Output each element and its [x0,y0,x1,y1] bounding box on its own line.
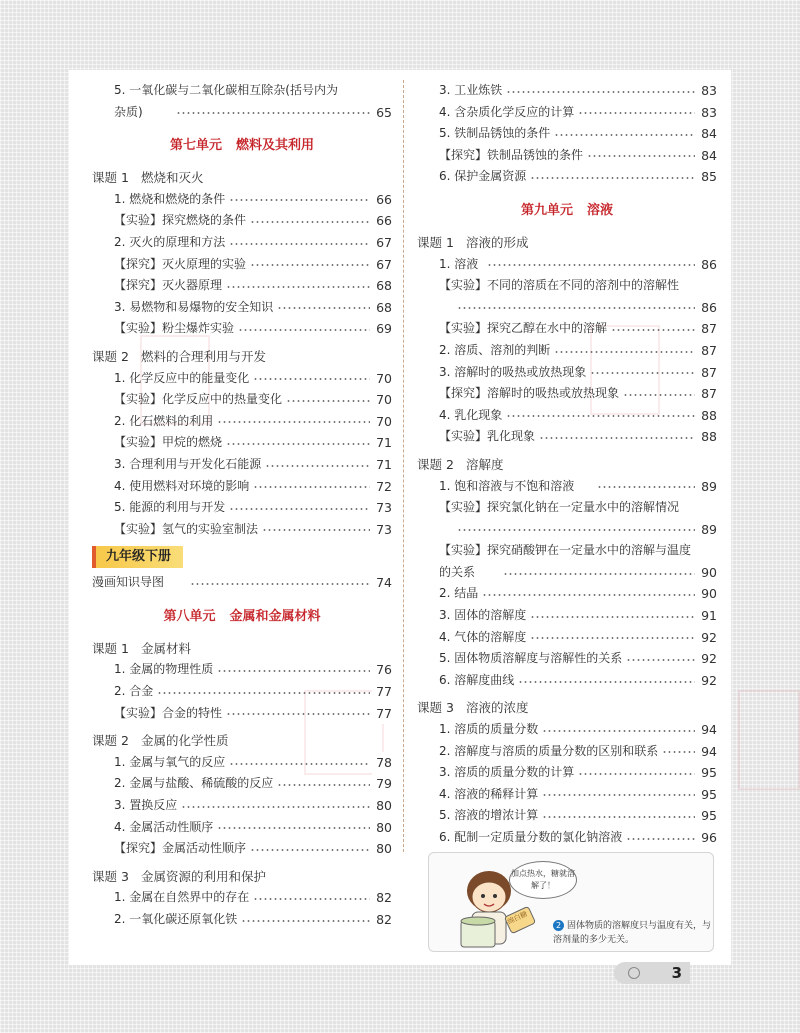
entry-title: 5. 一氧化碳与二氧化碳相互除杂(括号内为 [114,83,338,97]
entry-title: 4. 使用燃料对环境的影响 [114,478,250,493]
entry-page-number: 95 [697,805,717,827]
toc-entry[interactable] [92,519,392,541]
lesson-heading: 课题 2 金属的化学性质 [92,733,229,749]
toc-entry[interactable] [417,605,717,627]
toc-entry[interactable] [417,318,717,340]
toc-entry[interactable] [92,572,392,594]
toc-entry[interactable] [92,752,392,774]
lesson-heading: 课题 2 燃料的合理利用与开发 [92,348,266,364]
entry-title: 【探究】金属活动性顺序 [114,841,247,856]
leader-dots [250,210,370,232]
toc-entry[interactable] [92,909,392,931]
entry-title: 3. 工业炼铁 [439,83,503,97]
toc-entry[interactable] [417,145,717,167]
toc-entry[interactable] [417,405,717,427]
toc-entry-continued[interactable] [417,519,717,541]
leader-dots [229,189,370,211]
entry-title: 5. 能源的利用与开发 [114,500,226,515]
jar-label: 绵白糖 [506,909,529,927]
entry-page-number: 79 [372,773,392,795]
toc-entry[interactable] [92,817,392,839]
leader-dots [506,80,695,102]
page-number: 3 [671,964,682,982]
entry-title: 【实验】粉尘爆炸实验 [114,321,235,336]
entry-title: 杂质) [114,104,143,119]
entry-title: 2. 灭火的原理和方法 [114,234,226,249]
toc-entry[interactable] [417,540,717,562]
entry-page-number: 92 [697,627,717,649]
entry-page-number: 94 [697,741,717,763]
leader-dots [578,102,695,124]
speech-bubble: 加点热水，糖就溶解了！ [509,861,577,899]
entry-title: 3. 置换反应 [114,798,178,813]
entry-page-number: 82 [372,909,392,931]
entry-title: 【实验】探究氯化钠在一定量水中的溶解情况 [439,500,680,515]
toc-entry[interactable] [417,627,717,649]
entry-title: 6. 保护金属资源 [439,169,527,184]
leader-dots [554,340,695,362]
entry-title: 1. 化学反应中的能量变化 [114,370,250,385]
toc-entry[interactable] [92,497,392,519]
entry-title: 1. 溶质的质量分数 [439,722,539,737]
entry-page-number: 70 [372,389,392,411]
entry-title: 【探究】灭火原理的实验 [114,256,247,271]
toc-entry-continued[interactable] [417,562,717,584]
toc-entry[interactable] [92,659,392,681]
toc-entry[interactable] [417,383,717,405]
entry-page-number: 66 [372,210,392,232]
entry-page-number: 92 [697,670,717,692]
entry-page-number: 70 [372,411,392,433]
leader-dots [542,719,695,741]
entry-title: 6. 配制一定质量分数的氯化钠溶液 [439,830,623,844]
leader-dots [277,773,370,795]
entry-page-number: 73 [372,497,392,519]
leader-dots [253,476,370,498]
toc-entry[interactable] [417,497,717,519]
leader-dots [626,827,695,849]
toc-entry[interactable] [417,583,717,605]
entry-page-number: 87 [697,340,717,362]
entry-page-number: 67 [372,254,392,276]
toc-entry[interactable] [92,275,392,297]
entry-title: 【探究】灭火器原理 [114,278,223,293]
unit-heading: 第九单元 溶液 [520,202,614,218]
leader-dots [530,166,695,188]
cartoon-illustration [428,852,714,952]
entry-title: 3. 合理利用与开发化石能源 [114,456,262,471]
leader-dots [265,454,370,476]
unit-heading: 第七单元 燃料及其利用 [169,138,315,154]
leader-dots [229,232,370,254]
toc-entry[interactable] [417,648,717,670]
note-number: 2 [553,920,564,931]
entry-page-number: 85 [697,166,717,188]
toc-entry[interactable] [417,805,717,827]
entry-page-number: 80 [372,795,392,817]
toc-left-column [92,80,392,931]
entry-page-number: 86 [697,297,717,319]
toc-entry[interactable] [417,741,717,763]
entry-title: 的关系 [439,564,476,579]
lesson-heading: 课题 1 燃烧和灭火 [92,170,204,186]
leader-dots [539,426,695,448]
leader-dots [590,362,695,384]
toc-entry[interactable] [417,123,717,145]
entry-page-number: 76 [372,659,392,681]
entry-title: 2. 溶解度与溶质的质量分数的区别和联系 [439,743,659,758]
leader-dots [662,741,695,763]
entry-title: 【实验】氢气的实验室制法 [114,521,259,536]
entry-page-number: 65 [372,102,392,124]
entry-page-number: 77 [372,703,392,725]
note-text: 固体物质的溶解度只与温度有关，与溶剂量的多少无关。 [553,921,712,945]
toc-entry[interactable] [92,887,392,909]
entry-page-number: 71 [372,454,392,476]
toc-entry[interactable] [92,838,392,860]
entry-page-number: 88 [697,405,717,427]
entry-title: 【探究】铁制品锈蚀的条件 [439,147,584,162]
entry-page-number: 80 [372,817,392,839]
entry-title: 2. 结晶 [439,586,479,601]
entry-page-number: 90 [697,583,717,605]
entry-page-number: 87 [697,362,717,384]
leader-dots [506,405,695,427]
leader-dots [229,497,370,519]
leader-dots [623,383,695,405]
toc-entry[interactable] [417,719,717,741]
entry-title: 4. 乳化现象 [439,407,503,422]
leader-dots [530,605,695,627]
leader-dots [250,838,370,860]
toc-entry[interactable] [92,411,392,433]
entry-title: 3. 固体的溶解度 [439,608,527,623]
leader-dots [226,432,370,454]
entry-page-number: 89 [697,519,717,541]
entry-title: 【实验】甲烷的燃烧 [114,435,223,450]
entry-page-number: 87 [697,318,717,340]
toc-entry[interactable] [92,232,392,254]
toc-entry-continued[interactable] [92,102,392,124]
leader-dots [482,583,695,605]
toc-entry[interactable] [417,670,717,692]
entry-title: 2. 溶质、溶剂的判断 [439,342,551,357]
entry-page-number: 67 [372,232,392,254]
leader-dots [238,318,370,340]
entry-page-number: 83 [697,80,717,102]
lesson-heading: 课题 3 金属资源的利用和保护 [92,868,266,884]
toc-entry[interactable] [92,389,392,411]
entry-page-number: 91 [697,605,717,627]
entry-title: 【探究】溶解时的吸热或放热现象 [439,386,620,401]
toc-entry[interactable] [417,476,717,498]
tip-note [553,919,711,947]
leader-dots [587,145,695,167]
toc-entry[interactable] [92,297,392,319]
toc-right-column [417,80,717,849]
entry-title: 4. 含杂质化学反应的计算 [439,104,575,119]
watermark-stamp [738,690,800,790]
entry-page-number: 86 [697,254,717,276]
entry-page-number: 70 [372,368,392,390]
lesson-heading: 课题 1 溶液的形成 [417,234,529,250]
toc-entry[interactable] [417,784,717,806]
leader-dots [217,659,370,681]
entry-title: 3. 易燃物和易爆物的安全知识 [114,299,274,314]
toc-entry[interactable] [417,827,717,849]
entry-title: 1. 金属与氧气的反应 [114,754,226,769]
entry-title: 【实验】探究硝酸钾在一定量水中的溶解与温度 [439,543,692,558]
toc-entry[interactable] [92,681,392,703]
toc-entry[interactable] [92,254,392,276]
toc-entry[interactable] [417,762,717,784]
entry-page-number: 78 [372,752,392,774]
toc-entry[interactable] [417,362,717,384]
leader-dots [286,389,370,411]
leader-dots [226,703,370,725]
entry-title: 【实验】合金的特性 [114,705,223,720]
entry-title: 4. 溶液的稀释计算 [439,786,539,801]
leader-dots [542,805,695,827]
entry-title: 3. 溶解时的吸热或放热现象 [439,364,587,379]
entry-title: 1. 金属在自然界中的存在 [114,890,250,905]
leader-dots [181,795,370,817]
entry-title: 4. 气体的溶解度 [439,629,527,644]
entry-page-number: 88 [697,426,717,448]
entry-title: 漫画知识导图 [92,575,165,590]
toc-entry[interactable] [92,368,392,390]
toc-entry[interactable] [417,275,717,297]
entry-page-number: 95 [697,762,717,784]
leader-dots [253,887,370,909]
toc-entry[interactable] [92,795,392,817]
entry-title: 2. 金属与盐酸、稀硫酸的反应 [114,776,274,791]
entry-title: 2. 化石燃料的利用 [114,413,214,428]
entry-title: 【实验】不同的溶质在不同的溶剂中的溶解性 [439,278,680,293]
entry-title: 1. 燃烧和燃烧的条件 [114,191,226,206]
page-folio [614,962,690,984]
entry-page-number: 68 [372,297,392,319]
entry-page-number: 84 [697,123,717,145]
entry-page-number: 92 [697,648,717,670]
leader-dots [277,297,370,319]
toc-entry[interactable] [92,476,392,498]
entry-page-number: 71 [372,432,392,454]
entry-page-number: 82 [372,887,392,909]
entry-page-number: 66 [372,189,392,211]
toc-entry[interactable] [92,703,392,725]
toc-entry[interactable] [417,102,717,124]
toc-entry[interactable] [417,340,717,362]
toc-entry[interactable] [417,426,717,448]
entry-title: 4. 金属活动性顺序 [114,819,214,834]
leader-dots [253,368,370,390]
lesson-heading: 课题 1 金属材料 [92,640,191,656]
entry-page-number: 73 [372,519,392,541]
entry-page-number: 80 [372,838,392,860]
grade-banner: 九年级下册 [92,546,183,568]
entry-page-number: 90 [697,562,717,584]
toc-entry[interactable] [92,773,392,795]
smile-icon [628,967,640,979]
entry-title: 5. 溶液的增浓计算 [439,808,539,823]
entry-title: 1. 饱和溶液与不饱和溶液 [439,478,575,493]
entry-title: 6. 溶解度曲线 [439,672,515,687]
leader-dots [241,909,370,931]
entry-title: 3. 溶质的质量分数的计算 [439,765,575,780]
entry-title: 2. 一氧化碳还原氧化铁 [114,912,238,926]
entry-title: 【实验】乳化现象 [439,429,536,444]
entry-title: 【实验】探究燃烧的条件 [114,213,247,228]
entry-page-number: 68 [372,275,392,297]
toc-entry[interactable] [92,80,392,102]
entry-title: 5. 固体物质溶解度与溶解性的关系 [439,651,623,666]
entry-page-number: 94 [697,719,717,741]
leader-dots [542,784,695,806]
entry-title: 1. 金属的物理性质 [114,662,214,677]
leader-dots [578,762,695,784]
unit-heading: 第八单元 金属和金属材料 [163,608,321,624]
column-divider [403,80,404,852]
leader-dots [226,275,370,297]
entry-title: 5. 铁制品锈蚀的条件 [439,126,551,141]
leader-dots [262,519,370,541]
entry-page-number: 96 [697,827,717,849]
lesson-heading: 课题 2 溶解度 [417,456,504,472]
entry-title: 2. 合金 [114,684,154,699]
entry-page-number: 83 [697,102,717,124]
toc-entry[interactable] [417,254,717,276]
leader-dots [554,123,695,145]
entry-page-number: 77 [372,681,392,703]
leader-dots [157,681,370,703]
toc-entry[interactable] [92,210,392,232]
toc-entry[interactable] [92,432,392,454]
entry-title: 1. 溶液 [439,256,479,271]
leader-dots [530,627,695,649]
leader-dots [518,670,695,692]
leader-dots [250,254,370,276]
toc-entry-continued[interactable] [417,297,717,319]
leader-dots [626,648,695,670]
toc-entry[interactable] [417,80,717,102]
entry-page-number: 87 [697,383,717,405]
entry-page-number: 89 [697,476,717,498]
leader-dots [217,411,370,433]
leader-dots [217,817,370,839]
toc-entry[interactable] [92,454,392,476]
entry-page-number: 95 [697,784,717,806]
entry-title: 【实验】探究乙醇在水中的溶解 [439,321,608,336]
leader-dots [611,318,695,340]
entry-title: 【实验】化学反应中的热量变化 [114,392,283,407]
entry-page-number: 74 [372,572,392,594]
leader-dots [229,752,370,774]
toc-entry[interactable] [92,318,392,340]
toc-entry[interactable] [92,189,392,211]
toc-entry[interactable] [417,166,717,188]
entry-page-number: 69 [372,318,392,340]
lesson-heading: 课题 3 溶液的浓度 [417,700,529,716]
entry-page-number: 84 [697,145,717,167]
entry-page-number: 72 [372,476,392,498]
